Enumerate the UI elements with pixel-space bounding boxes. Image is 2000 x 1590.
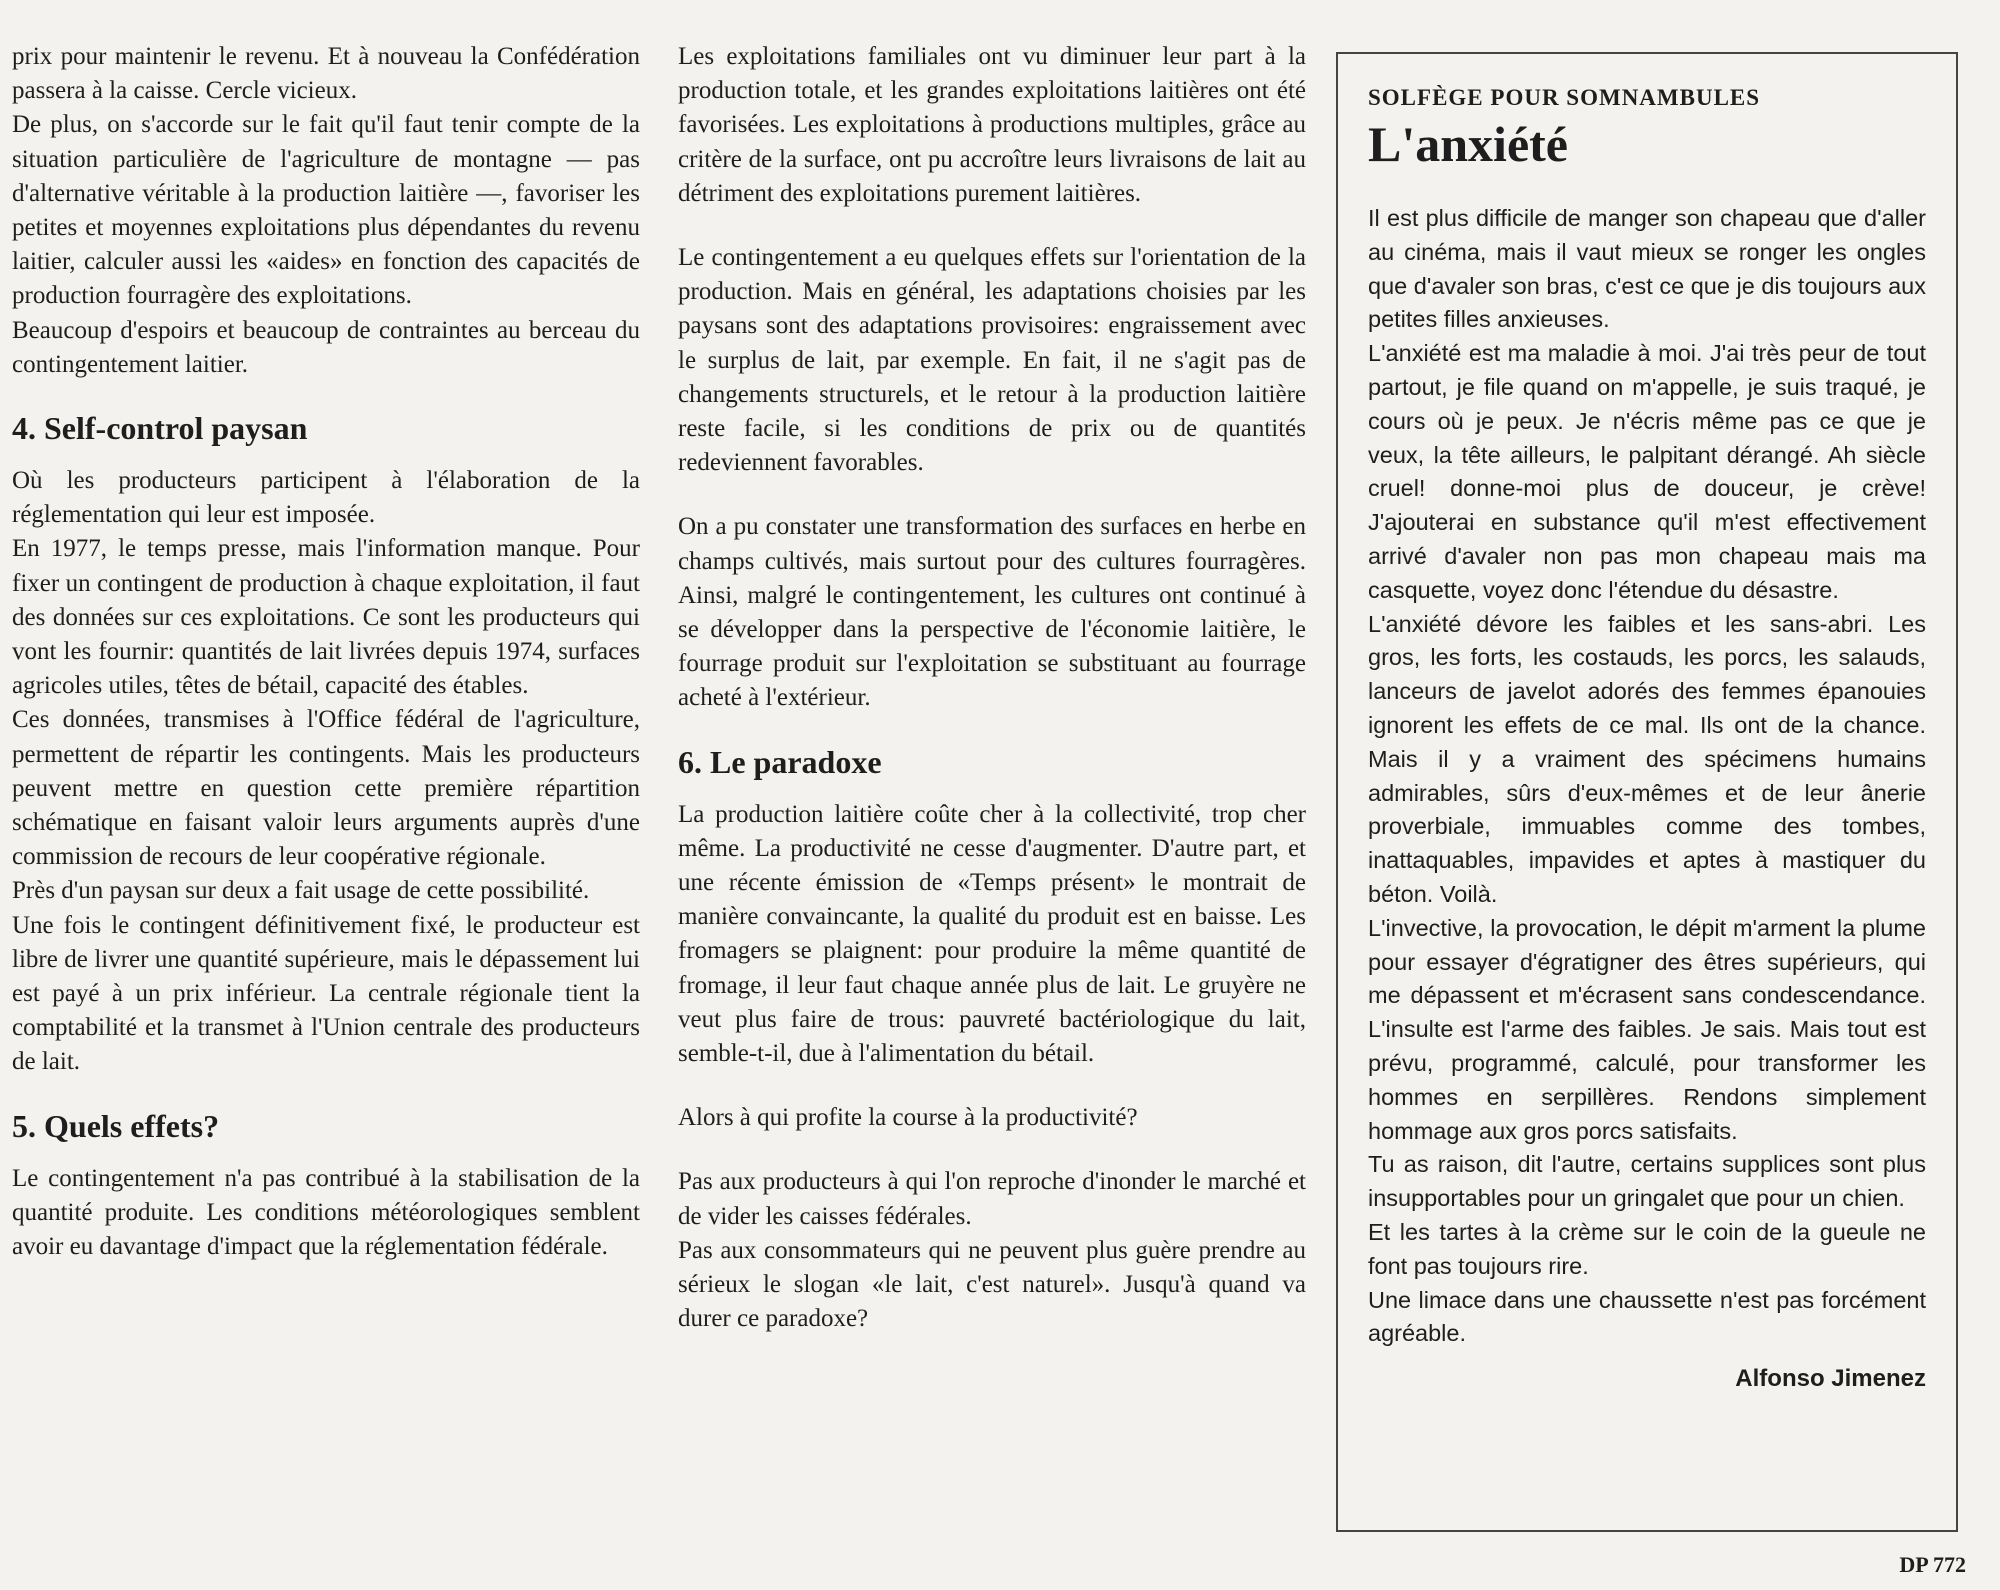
section-heading-6: 6. Le paradoxe — [678, 743, 882, 780]
paragraph: La production laitière coûte cher à la collectivité, trop cher même. La productivité ne cesse d'augmenter. D'autre part, et une récente émission de «Temps présent» le montrait de manière convaincante, la qualité du produit est en baisse. Les fromagers se plaignent: pour produire la même quantité de fromage, il leur faut chaque année plus de lait. Le gruyère ne veut plus faire de trous: pauvreté bactériologique du lait, semble-t-il, due à l'alimentation du bétail. — [678, 800, 1306, 1068]
paragraph-gap — [678, 211, 1306, 241]
paragraph: Alors à qui profite la course à la productivité? — [678, 1104, 1138, 1132]
paragraph: Le contingentement n'a pas contribué à la stabilisation de la quantité produite. Les conditions météorologiques semblent avoir eu davantage d'impact que la réglementation fédérale. — [12, 1164, 640, 1261]
paragraph: Pas aux consommateurs qui ne peuvent plus guère prendre au sérieux le slogan «le lait, c'est naturel». Jusqu'à quand va durer ce paradoxe? — [678, 1236, 1306, 1333]
paragraph: De plus, on s'accorde sur le fait qu'il faut tenir compte de la situation particulière de l'agriculture de montagne — pas d'alternative véritable à la production laitière —, favoriser les petites et moyennes exploitations plus dépendantes du revenu laitier, calculer aussi les «aides» en fonction des capacités de production fourragère des exploitations. — [12, 111, 640, 310]
section-heading-4: 4. Self-control paysan — [12, 410, 308, 447]
box-paragraph: Une limace dans une chaussette n'est pas forcément agréable. — [1368, 1286, 1926, 1347]
box-paragraph: Tu as raison, dit l'autre, certains supplices sont plus insupportables pour un gringalet que pour un chien. — [1368, 1151, 1926, 1212]
section-heading-5: 5. Quels effets? — [12, 1107, 220, 1144]
paragraph-gap — [678, 480, 1306, 510]
paragraph: Près d'un paysan sur deux a fait usage de cette possibilité. — [12, 877, 590, 905]
paragraph-gap — [678, 1071, 1306, 1101]
column-left — [12, 40, 640, 1264]
box-author: Alfonso Jimenez — [1735, 1365, 1926, 1393]
box-paragraph: L'anxiété est ma maladie à moi. J'ai très peur de tout partout, je file quand on m'appelle, je suis traqué, je cours où je peux. Je n'écris même pas ce que je veux, la tête ailleurs, le palpitant dérangé. Ah siècle cruel! donne-moi plus de douceur, je crève! J'ajouterai en substance qu'il m'est effectivement arrivé d'avaler non pas mon chapeau mais ma casquette, voyez donc l'étendue du désastre. — [1368, 340, 1926, 603]
column-middle — [678, 40, 1306, 1337]
box-paragraph: L'anxiété dévore les faibles et les sans-abri. Les gros, les forts, les costauds, les porcs, les salauds, lanceurs de javelot adorés des femmes épanouies ignorent les effets de ce mal. Ils ont de la chance. Mais il y a vraiment des spécimens humains admirables, sûrs d'eux-mêmes et de leur ânerie proverbiale, immuables comme des tombes, inattaquables, impavides et aptes à mastiquer du béton. Voilà. — [1368, 610, 1926, 907]
paragraph: Ces données, transmises à l'Office fédéral de l'agriculture, permettent de répartir les contingents. Mais les producteurs peuvent mettre en question cette première répartition schématique en faisant valoir leurs arguments auprès d'une commission de recours de leur coopérative régionale. — [12, 706, 640, 871]
paragraph: En 1977, le temps presse, mais l'information manque. Pour fixer un contingent de production à chaque exploitation, il faut des données sur ces exploitations. Ce sont les producteurs qui vont les fournir: quantités de lait livrées depuis 1974, surfaces agricoles utiles, têtes de bétail, capacité des étables. — [12, 535, 640, 700]
box-body — [1368, 202, 1926, 1351]
box-paragraph: Il est plus difficile de manger son chapeau que d'aller au cinéma, mais il vaut mieux se ronger les ongles que d'avaler son bras, c'est ce que je dis toujours aux petites filles anxieuses. — [1368, 205, 1926, 333]
paragraph: Pas aux producteurs à qui l'on reproche d'inonder le marché et de vider les caisses fédérales. — [678, 1168, 1306, 1230]
box-title: L'anxiété — [1368, 116, 1568, 172]
sidebar-box — [1336, 52, 1958, 1532]
page-folio: DP 772 — [1899, 1552, 1966, 1577]
paragraph-gap — [678, 1135, 1306, 1165]
paragraph: Beaucoup d'espoirs et beaucoup de contraintes au berceau du contingentement laitier. — [12, 316, 640, 378]
paragraph: On a pu constater une transformation des surfaces en herbe en champs cultivés, mais surtout pour des cultures fourragères. Ainsi, malgré le contingentement, les cultures ont continué à se développer dans la perspective de l'économie laitière, le fourrage produit sur l'exploitation se substituant au fourrage acheté à l'extérieur. — [678, 513, 1306, 712]
paragraph: prix pour maintenir le revenu. Et à nouveau la Confédération passera à la caisse. Cercle vicieux. — [12, 43, 640, 105]
paragraph: Où les producteurs participent à l'élaboration de la réglementation qui leur est imposée. — [12, 467, 640, 529]
paragraph: Une fois le contingent définitivement fixé, le producteur est libre de livrer une quantité supérieure, mais le dépassement lui est payé à un prix inférieur. La centrale régionale tient la comptabilité et la transmet à l'Union centrale des producteurs de lait. — [12, 911, 640, 1076]
box-kicker: SOLFÈGE POUR SOMNAMBULES — [1368, 85, 1761, 110]
box-paragraph: Et les tartes à la crème sur le coin de la gueule ne font pas toujours rire. — [1368, 1218, 1926, 1279]
box-paragraph: L'invective, la provocation, le dépit m'arment la plume pour essayer d'égratigner des êtres supérieurs, qui me dépassent et m'écrasent sans condescendance. L'insulte est l'arme des faibles. Je sais. Mais tout est prévu, programmé, calculé, pour transformer les hommes en serpillères. Rendons simplement hommage aux gros porcs satisfaits. — [1368, 914, 1926, 1144]
paragraph: Le contingentement a eu quelques effets sur l'orientation de la production. Mais en général, les adaptations choisies par les paysans sont des adaptations provisoires: engraissement avec le surplus de lait, par exemple. En fait, il ne s'agit pas de changements structurels, et le retour à la production laitière reste facile, si les conditions de prix ou de quantités redeviennent favorables. — [678, 244, 1306, 477]
paragraph: Les exploitations familiales ont vu diminuer leur part à la production totale, et les grandes exploitations laitières ont été favorisées. Les exploitations à productions multiples, grâce au critère de la surface, ont pu accroître leurs livraisons de lait au détriment des exploitations purement laitières. — [678, 43, 1306, 207]
